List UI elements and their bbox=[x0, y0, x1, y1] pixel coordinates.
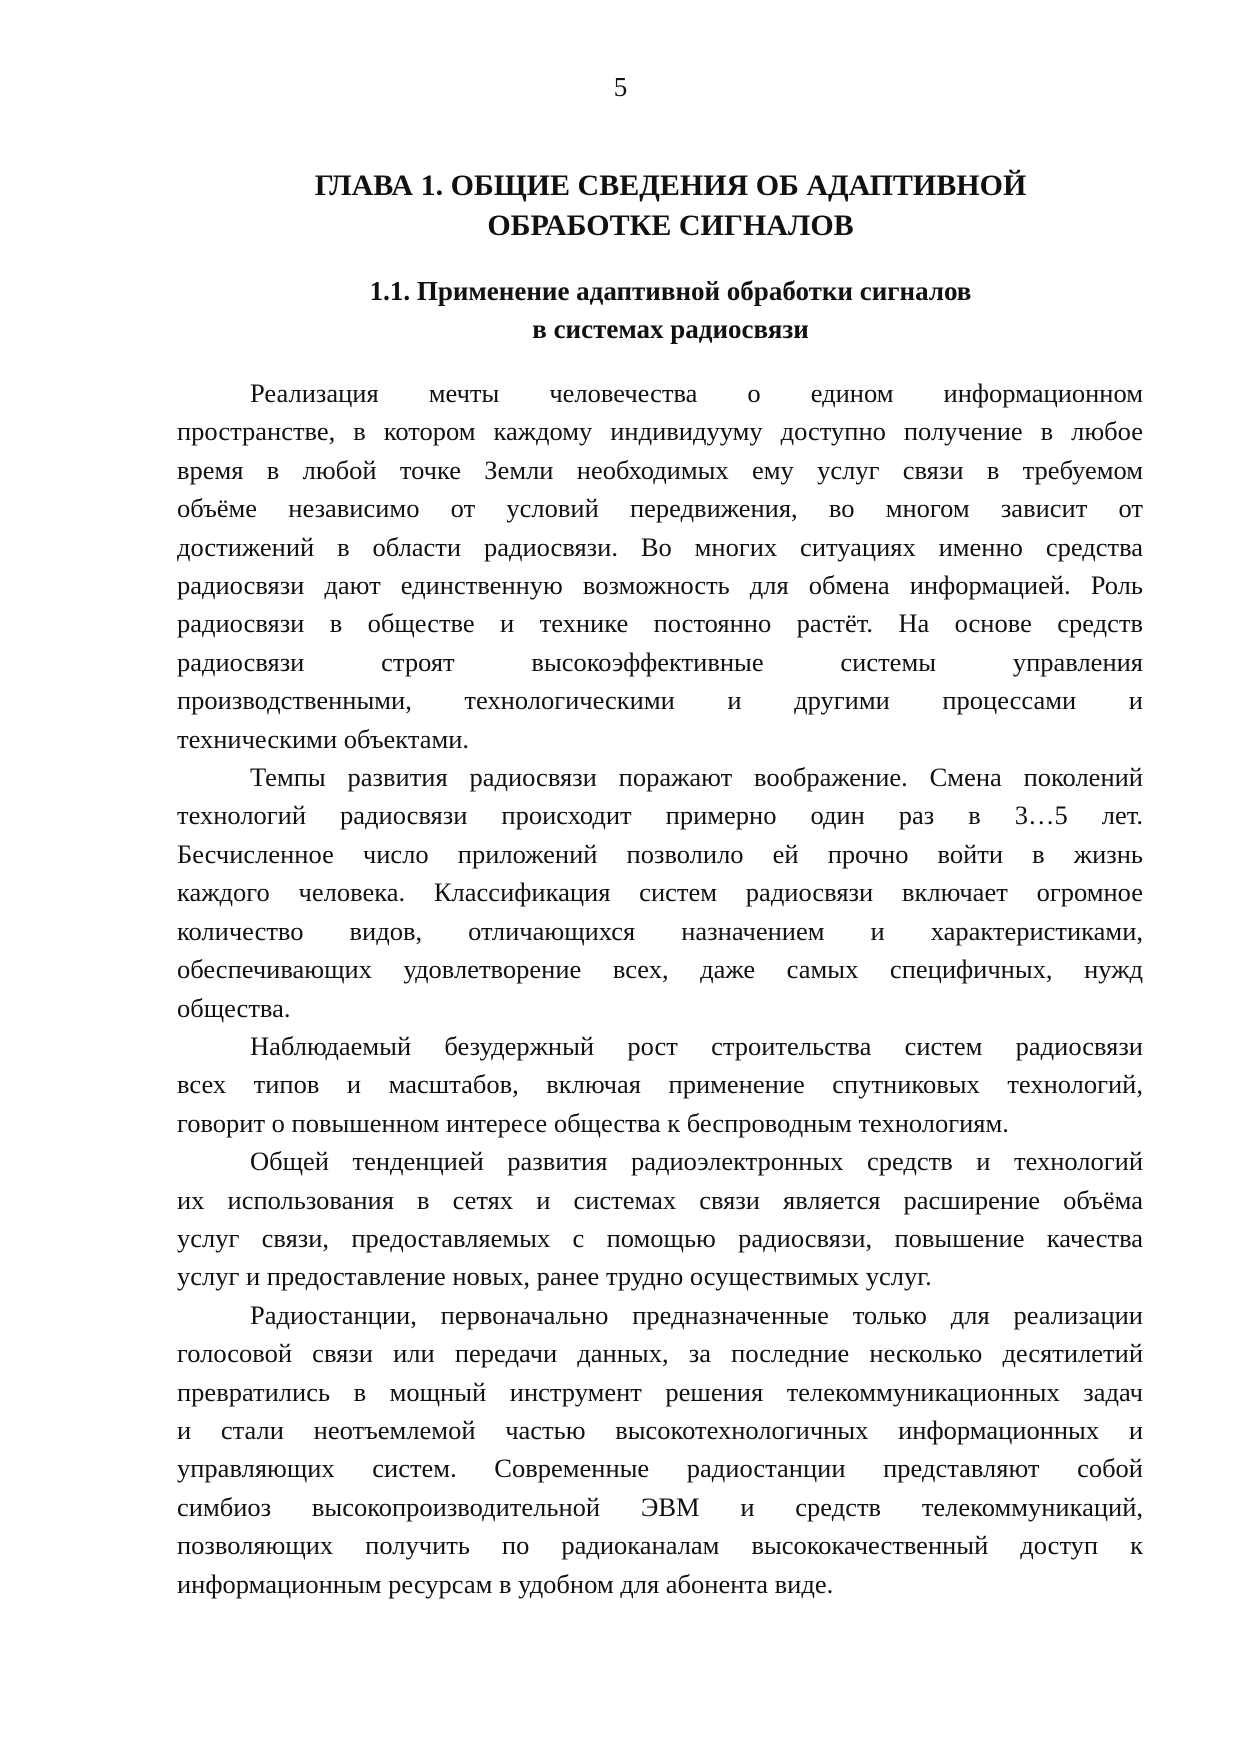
text-line: количество видов, отличающихся назначением и характеристиками, bbox=[177, 915, 1143, 946]
text-line: и стали неотъемлемой частью высокотехнологичных информационных и bbox=[177, 1414, 1143, 1445]
paragraph bbox=[177, 1027, 1143, 1142]
text-line: Общей тенденцией развития радиоэлектронных средств и технологий bbox=[250, 1146, 1143, 1177]
section-title-line: 1.1. Применение адаптивной обработки сигналов bbox=[369, 276, 972, 306]
text-line: техническими объектами. bbox=[177, 723, 470, 754]
text-line: время в любой точке Земли необходимых ему услуг связи в требуемом bbox=[177, 454, 1143, 485]
text-line: Бесчисленное число приложений позволило ей прочно войти в жизнь bbox=[177, 838, 1143, 869]
text-line: Наблюдаемый безудержный рост строительства систем радиосвязи bbox=[250, 1030, 1143, 1061]
text-line: объёме независимо от условий передвижения, во многом зависит от bbox=[177, 493, 1143, 524]
text-line: их использования в сетях и системах связи является расширение объёма bbox=[177, 1184, 1143, 1215]
text-line: Реализация мечты человечества о едином информационном bbox=[250, 378, 1143, 408]
text-line: услуг связи, предоставляемых с помощью радиосвязи, повышение качества bbox=[177, 1222, 1143, 1253]
text-line: радиосвязи дают единственную возможность для обмена информацией. Роль bbox=[177, 570, 1143, 601]
text-line: радиосвязи строят высокоэффективные системы управления bbox=[177, 646, 1143, 677]
chapter-title-line: ГЛАВА 1. ОБЩИЕ СВЕДЕНИЯ ОБ АДАПТИВНОЙ bbox=[314, 169, 1027, 202]
text-line: голосовой связи или передачи данных, за последние несколько десятилетий bbox=[177, 1338, 1143, 1369]
text-line: информационным ресурсам в удобном для абонента виде. bbox=[177, 1568, 834, 1599]
text-line: каждого человека. Классификация систем радиосвязи включает огромное bbox=[177, 877, 1143, 908]
section-title-line: в системах радиосвязи bbox=[532, 314, 809, 344]
text-line: пространстве, в котором каждому индивидууму доступно получение в любое bbox=[177, 416, 1143, 447]
text-line: симбиоз высокопроизводительной ЭВМ и средств телекоммуникаций, bbox=[177, 1491, 1143, 1522]
paragraph bbox=[177, 1142, 1143, 1296]
section-title bbox=[150, 272, 1191, 348]
text-line: производственными, технологическими и другими процессами и bbox=[177, 685, 1143, 716]
text-line: технологий радиосвязи происходит примерно один раз в 3…5 лет. bbox=[177, 800, 1143, 831]
chapter-title bbox=[150, 166, 1191, 246]
text-line: позволяющих получить по радиоканалам высококачественный доступ к bbox=[177, 1530, 1143, 1561]
text-line: достижений в области радиосвязи. Во многих ситуациях именно средства bbox=[177, 531, 1143, 562]
text-line: обеспечивающих удовлетворение всех, даже самых специфичных, нужд bbox=[177, 954, 1143, 985]
paragraph bbox=[177, 374, 1143, 758]
text-line: радиосвязи в обществе и технике постоянно растёт. На основе средств bbox=[177, 608, 1143, 639]
page-number: 5 bbox=[613, 72, 628, 102]
text-line: говорит о повышенном интересе общества к беспроводным технологиям. bbox=[177, 1107, 1009, 1138]
chapter-title-line: ОБРАБОТКЕ СИГНАЛОВ bbox=[487, 209, 854, 242]
body-text bbox=[177, 374, 1143, 1603]
paragraph bbox=[177, 758, 1143, 1027]
text-line: Темпы развития радиосвязи поражают воображение. Смена поколений bbox=[250, 762, 1143, 793]
text-line: превратились в мощный инструмент решения телекоммуникационных задач bbox=[177, 1376, 1143, 1407]
text-line: всех типов и масштабов, включая применение спутниковых технологий, bbox=[177, 1069, 1143, 1100]
text-line: общества. bbox=[177, 992, 291, 1023]
paragraph bbox=[177, 1296, 1143, 1603]
text-line: услуг и предоставление новых, ранее трудно осуществимых услуг. bbox=[177, 1261, 932, 1292]
text-line: Радиостанции, первоначально предназначенные только для реализации bbox=[250, 1299, 1143, 1330]
text-line: управляющих систем. Современные радиостанции представляют собой bbox=[177, 1453, 1143, 1484]
